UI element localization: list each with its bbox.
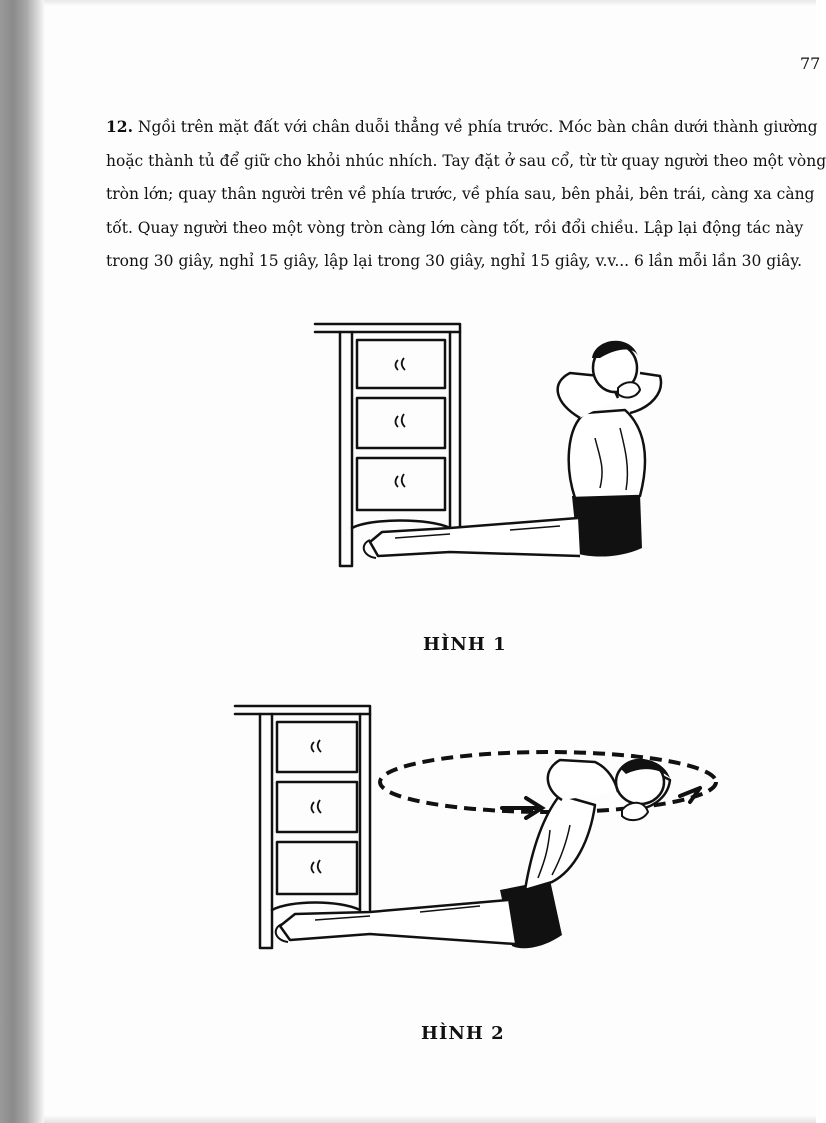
- dresser-base-curve-2: [272, 903, 360, 911]
- figure-1-illustration: [300, 318, 700, 578]
- drawer-handle-2: [396, 414, 406, 427]
- dresser-top: [315, 324, 460, 332]
- paragraph-line-1-text: Ngồi trên mặt đất với chân duỗi thẳng về phía trước. Móc bàn chân dưới thành giường: [137, 118, 818, 136]
- drawer-2-handle-3: [312, 860, 322, 873]
- exercise-paragraph: [106, 110, 826, 279]
- page-number: 77: [800, 54, 821, 73]
- figure-2-illustration: [230, 700, 730, 960]
- dresser-right-side: [450, 332, 460, 528]
- man-figure-2: [276, 759, 670, 948]
- figure-2-caption: HÌNH 2: [421, 1023, 505, 1044]
- drawer-2: [357, 398, 445, 448]
- page-bottom-edge: [44, 1115, 816, 1123]
- paragraph-line-1: [106, 110, 816, 145]
- figure-1-caption: HÌNH 1: [423, 634, 507, 655]
- paragraph-line-4: tốt. Quay người theo một vòng tròn càng lớn càng tốt, rồi đổi chiều. Lập lại động tác này: [106, 218, 804, 237]
- page-top-edge: [44, 0, 816, 6]
- drawer-2-handle-2: [312, 800, 322, 813]
- dresser-top-2: [235, 706, 370, 714]
- drawer-handle-1: [396, 358, 406, 370]
- drawer-2-handle-1: [312, 740, 322, 752]
- figure-1-svg: [300, 318, 700, 578]
- dresser-left-leg: [340, 332, 352, 566]
- paragraph-line-2: hoặc thành tủ để giữ cho khỏi nhúc nhích. Tay đặt ở sau cổ, từ từ quay người theo một vòng: [106, 151, 826, 170]
- dresser-right-side-2: [360, 714, 370, 910]
- book-binding-shadow: [0, 0, 44, 1123]
- exercise-number: 12.: [106, 117, 133, 136]
- dresser-left-leg-2: [260, 714, 272, 948]
- drawer-3: [357, 458, 445, 510]
- figure-2-svg: [230, 700, 730, 960]
- man-figure-1: [364, 341, 661, 558]
- dresser-base-curve: [352, 521, 450, 529]
- drawer-handle-3: [396, 474, 406, 487]
- paragraph-line-3: tròn lớn; quay thân người trên về phía trước, về phía sau, bên phải, bên trái, càng xa càng: [106, 185, 815, 203]
- paragraph-line-5: trong 30 giây, nghỉ 15 giây, lập lại trong 30 giây, nghỉ 15 giây, v.v... 6 lần mỗi lần 30 giây.: [106, 252, 803, 270]
